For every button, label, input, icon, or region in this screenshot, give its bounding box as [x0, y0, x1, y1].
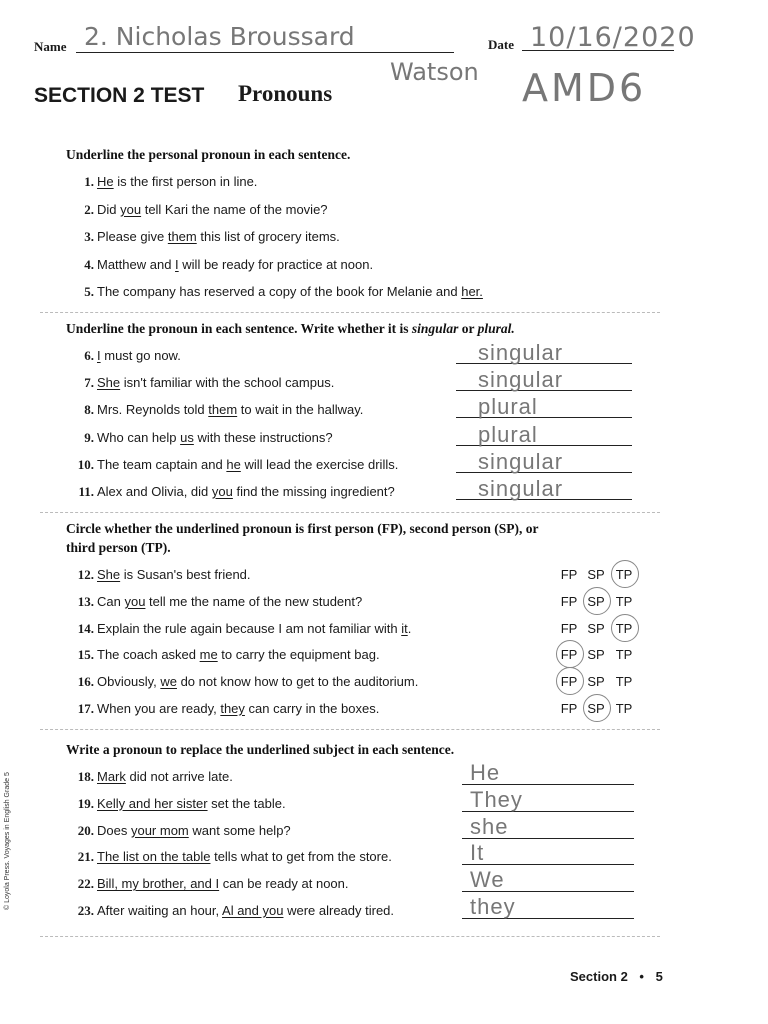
underlined-word: Al and you — [222, 903, 284, 918]
circle-mark — [583, 694, 611, 722]
part2-item — [66, 401, 363, 419]
underlined-word: Kelly and her sister — [97, 795, 208, 811]
person-choices — [558, 644, 658, 666]
part4-item — [66, 875, 349, 893]
sentence-text: will be ready for practice at noon. — [178, 256, 374, 272]
item-number: 13. — [77, 593, 94, 609]
class-code: AMD6 — [522, 66, 647, 110]
handwritten-answer: singular — [478, 476, 564, 501]
sentence-text: can be ready at noon. — [219, 876, 349, 892]
underlined-word: Bill, my brother, and I — [97, 876, 220, 892]
item-number: 8. — [84, 402, 94, 418]
underlined-word: He — [97, 174, 114, 189]
item-number: 22. — [77, 876, 94, 892]
underlined-word: her. — [461, 284, 483, 299]
underlined-word: they — [220, 701, 245, 716]
sentence-text: After waiting an hour, — [97, 903, 223, 918]
part4-item — [66, 822, 291, 840]
part2-direction-singular: singular — [411, 321, 459, 336]
sentence-text: Does — [97, 822, 131, 838]
sentence-text: were already tired. — [283, 903, 395, 918]
handwritten-answer: she — [470, 813, 509, 839]
person-choices — [558, 698, 658, 720]
part2-direction-or: or — [458, 321, 478, 336]
page-number: 5 — [655, 969, 663, 984]
divider-1 — [40, 312, 660, 313]
item-number: 6. — [84, 348, 94, 363]
sentence-text: Mrs. Reynolds told — [97, 402, 209, 418]
part2-item — [66, 456, 398, 474]
item-number: 12. — [77, 567, 94, 582]
sentence-text: to wait in the hallway. — [237, 402, 364, 418]
sentence-text: did not arrive late. — [125, 769, 233, 784]
item-number: 19. — [77, 795, 94, 811]
part1-item — [66, 228, 340, 246]
sentence-text: can carry in the boxes. — [244, 701, 380, 716]
item-number: 5. — [84, 284, 94, 299]
item-number: 7. — [84, 375, 94, 391]
part1-item — [66, 283, 483, 301]
date-label: Date — [488, 37, 514, 52]
choice-fp[interactable]: FP — [560, 567, 578, 582]
circle-mark — [611, 614, 639, 642]
part1-direction: Underline the personal pronoun in each sentence. — [66, 147, 351, 162]
sentence-text: to carry the equipment bag. — [217, 647, 380, 663]
sentence-text: tell Kari the name of the movie? — [141, 201, 328, 217]
handwritten-answer: they — [470, 894, 516, 919]
choice-tp[interactable]: TP — [615, 593, 633, 609]
part2-item — [66, 374, 334, 392]
underlined-word: he — [226, 456, 241, 472]
item-number: 17. — [77, 701, 94, 716]
item-number: 11. — [78, 484, 94, 499]
person-choices — [558, 671, 658, 693]
choice-fp[interactable]: FP — [560, 674, 578, 690]
sentence-text: Alex and Olivia, did — [97, 484, 212, 499]
underlined-word: She — [97, 375, 121, 391]
part4-item — [66, 902, 394, 920]
handwritten-answer: singular — [478, 367, 564, 393]
part1-item — [66, 256, 373, 274]
part2-direction-text: Underline the pronoun in each sentence. Write whether it is — [66, 321, 412, 336]
part3-item — [66, 593, 362, 611]
divider-4 — [40, 936, 660, 937]
copyright-text: © Loyola Press. Voyages in English Grade 5 — [4, 772, 11, 910]
footer — [570, 969, 663, 984]
choice-fp[interactable]: FP — [560, 620, 578, 636]
underlined-word: The list on the table — [97, 849, 211, 865]
sentence-text: Matthew and — [97, 256, 176, 272]
part4-item — [66, 795, 286, 813]
circle-mark — [556, 667, 584, 695]
part1-item — [66, 201, 328, 219]
handwritten-answer: They — [470, 786, 523, 812]
item-number: 10. — [77, 456, 94, 472]
item-number: 20. — [77, 822, 94, 838]
sentence-text: is Susan's best friend. — [120, 567, 251, 582]
handwritten-answer: singular — [478, 448, 564, 474]
sentence-text: tell me the name of the new student? — [145, 593, 363, 609]
sentence-text: The company has reserved a copy of the book for Melanie and — [97, 284, 462, 299]
part2-direction — [66, 321, 515, 337]
item-number: 3. — [84, 229, 94, 244]
sentence-text: Did — [97, 201, 121, 217]
item-number: 23. — [77, 903, 94, 918]
choice-fp[interactable]: FP — [560, 647, 578, 663]
teacher-note: Watson — [390, 58, 479, 86]
sentence-text: Explain the rule again because I am not familiar with — [97, 620, 402, 636]
part3-item — [66, 700, 379, 718]
underlined-word: your mom — [130, 822, 189, 838]
sentence-text: Can — [97, 593, 125, 609]
part3-direction-line1: Circle whether the underlined pronoun is first person (FP), second person (SP), or — [66, 521, 539, 536]
footer-section-label: Section 2 — [570, 969, 628, 984]
date-line — [522, 50, 674, 51]
sentence-text: Please give — [97, 229, 168, 244]
choice-fp[interactable]: FP — [560, 593, 578, 609]
handwritten-answer: It — [470, 840, 485, 866]
section-title: SECTION 2 TEST — [34, 84, 205, 107]
divider-3 — [40, 729, 660, 730]
part1-item — [66, 173, 257, 191]
part2-item — [66, 347, 181, 365]
sentence-text: The team captain and — [97, 456, 227, 472]
item-number: 14. — [77, 620, 94, 636]
handwritten-answer: plural — [478, 394, 538, 420]
underlined-word: me — [199, 647, 218, 663]
choice-sp[interactable]: SP — [587, 620, 605, 636]
underlined-word: it — [401, 620, 408, 636]
sentence-text: must go now. — [100, 348, 181, 363]
topic-title: Pronouns — [238, 81, 333, 106]
sentence-text: with these instructions? — [193, 429, 333, 445]
person-choices — [558, 564, 658, 586]
circle-mark — [611, 560, 639, 588]
part2-item — [66, 429, 333, 447]
choice-tp[interactable]: TP — [615, 647, 633, 663]
student-name: 2. Nicholas Broussard — [84, 22, 355, 51]
part3-item — [66, 673, 418, 691]
underlined-word: them — [208, 402, 238, 418]
underlined-word: I — [97, 348, 101, 363]
item-number: 4. — [84, 256, 94, 272]
sentence-text: The coach asked — [97, 647, 200, 663]
choice-fp[interactable]: FP — [560, 701, 578, 716]
sentence-text: tells what to get from the store. — [210, 849, 392, 865]
item-number: 1. — [84, 174, 94, 189]
item-number: 15. — [77, 647, 94, 663]
part4-direction: Write a pronoun to replace the underlined subject in each sentence. — [66, 742, 455, 757]
underlined-word: Mark — [97, 769, 126, 784]
part3-item — [66, 620, 411, 638]
part3-direction-line2: third person (TP). — [66, 540, 171, 555]
sentence-text: do not know how to get to the auditorium. — [176, 674, 419, 690]
sentence-text: this list of grocery items. — [196, 229, 340, 244]
handwritten-answer: We — [470, 867, 505, 893]
underlined-word: us — [180, 429, 194, 445]
choice-sp[interactable]: SP — [587, 701, 605, 716]
name-label: Name — [34, 39, 67, 54]
sentence-text: isn't familiar with the school campus. — [120, 375, 335, 391]
divider-2 — [40, 512, 660, 513]
answer-line — [462, 864, 634, 865]
part2-direction-plural: plural. — [477, 321, 515, 336]
sentence-text: find the missing ingredient? — [232, 484, 395, 499]
handwritten-answer: He — [470, 760, 501, 785]
choice-sp[interactable]: SP — [587, 647, 605, 663]
part3-item — [66, 566, 251, 584]
footer-bullet: • — [639, 969, 644, 984]
sentence-text: . — [407, 620, 412, 636]
sentence-text: Who can help — [97, 429, 181, 445]
sentence-text: Obviously, — [97, 674, 161, 690]
choice-tp[interactable]: TP — [615, 620, 633, 636]
underlined-word: She — [97, 567, 121, 582]
underlined-word: I — [175, 256, 179, 272]
part3-item — [66, 646, 380, 664]
underlined-word: we — [160, 674, 177, 690]
underlined-word: them — [167, 229, 197, 244]
sentence-text: want some help? — [188, 822, 291, 838]
item-number: 16. — [77, 674, 94, 690]
choice-tp[interactable]: TP — [615, 674, 633, 690]
item-number: 18. — [77, 769, 94, 784]
item-number: 2. — [84, 201, 94, 217]
choice-tp[interactable]: TP — [615, 701, 633, 716]
underlined-word: you — [124, 593, 146, 609]
sentence-text: will lead the exercise drills. — [240, 456, 399, 472]
person-choices — [558, 591, 658, 613]
underlined-word: you — [211, 484, 233, 499]
handwritten-answer: plural — [478, 421, 538, 447]
item-number: 9. — [84, 429, 94, 445]
choice-sp[interactable]: SP — [587, 567, 605, 582]
choice-sp[interactable]: SP — [587, 674, 605, 690]
part2-item — [66, 483, 395, 501]
handwritten-answer: singular — [478, 340, 564, 365]
item-number: 21. — [77, 849, 94, 865]
person-choices — [558, 618, 658, 640]
sentence-text: set the table. — [207, 795, 286, 811]
part4-item — [66, 848, 392, 866]
part4-item — [66, 768, 233, 786]
sentence-text: When you are ready, — [97, 701, 221, 716]
name-line — [76, 52, 454, 53]
underlined-word: you — [120, 201, 142, 217]
sentence-text: is the first person in line. — [113, 174, 258, 189]
date-value: 10/16/2020 — [530, 22, 696, 53]
choice-sp[interactable]: SP — [587, 593, 605, 609]
circle-mark — [583, 587, 611, 615]
choice-tp[interactable]: TP — [615, 567, 633, 582]
